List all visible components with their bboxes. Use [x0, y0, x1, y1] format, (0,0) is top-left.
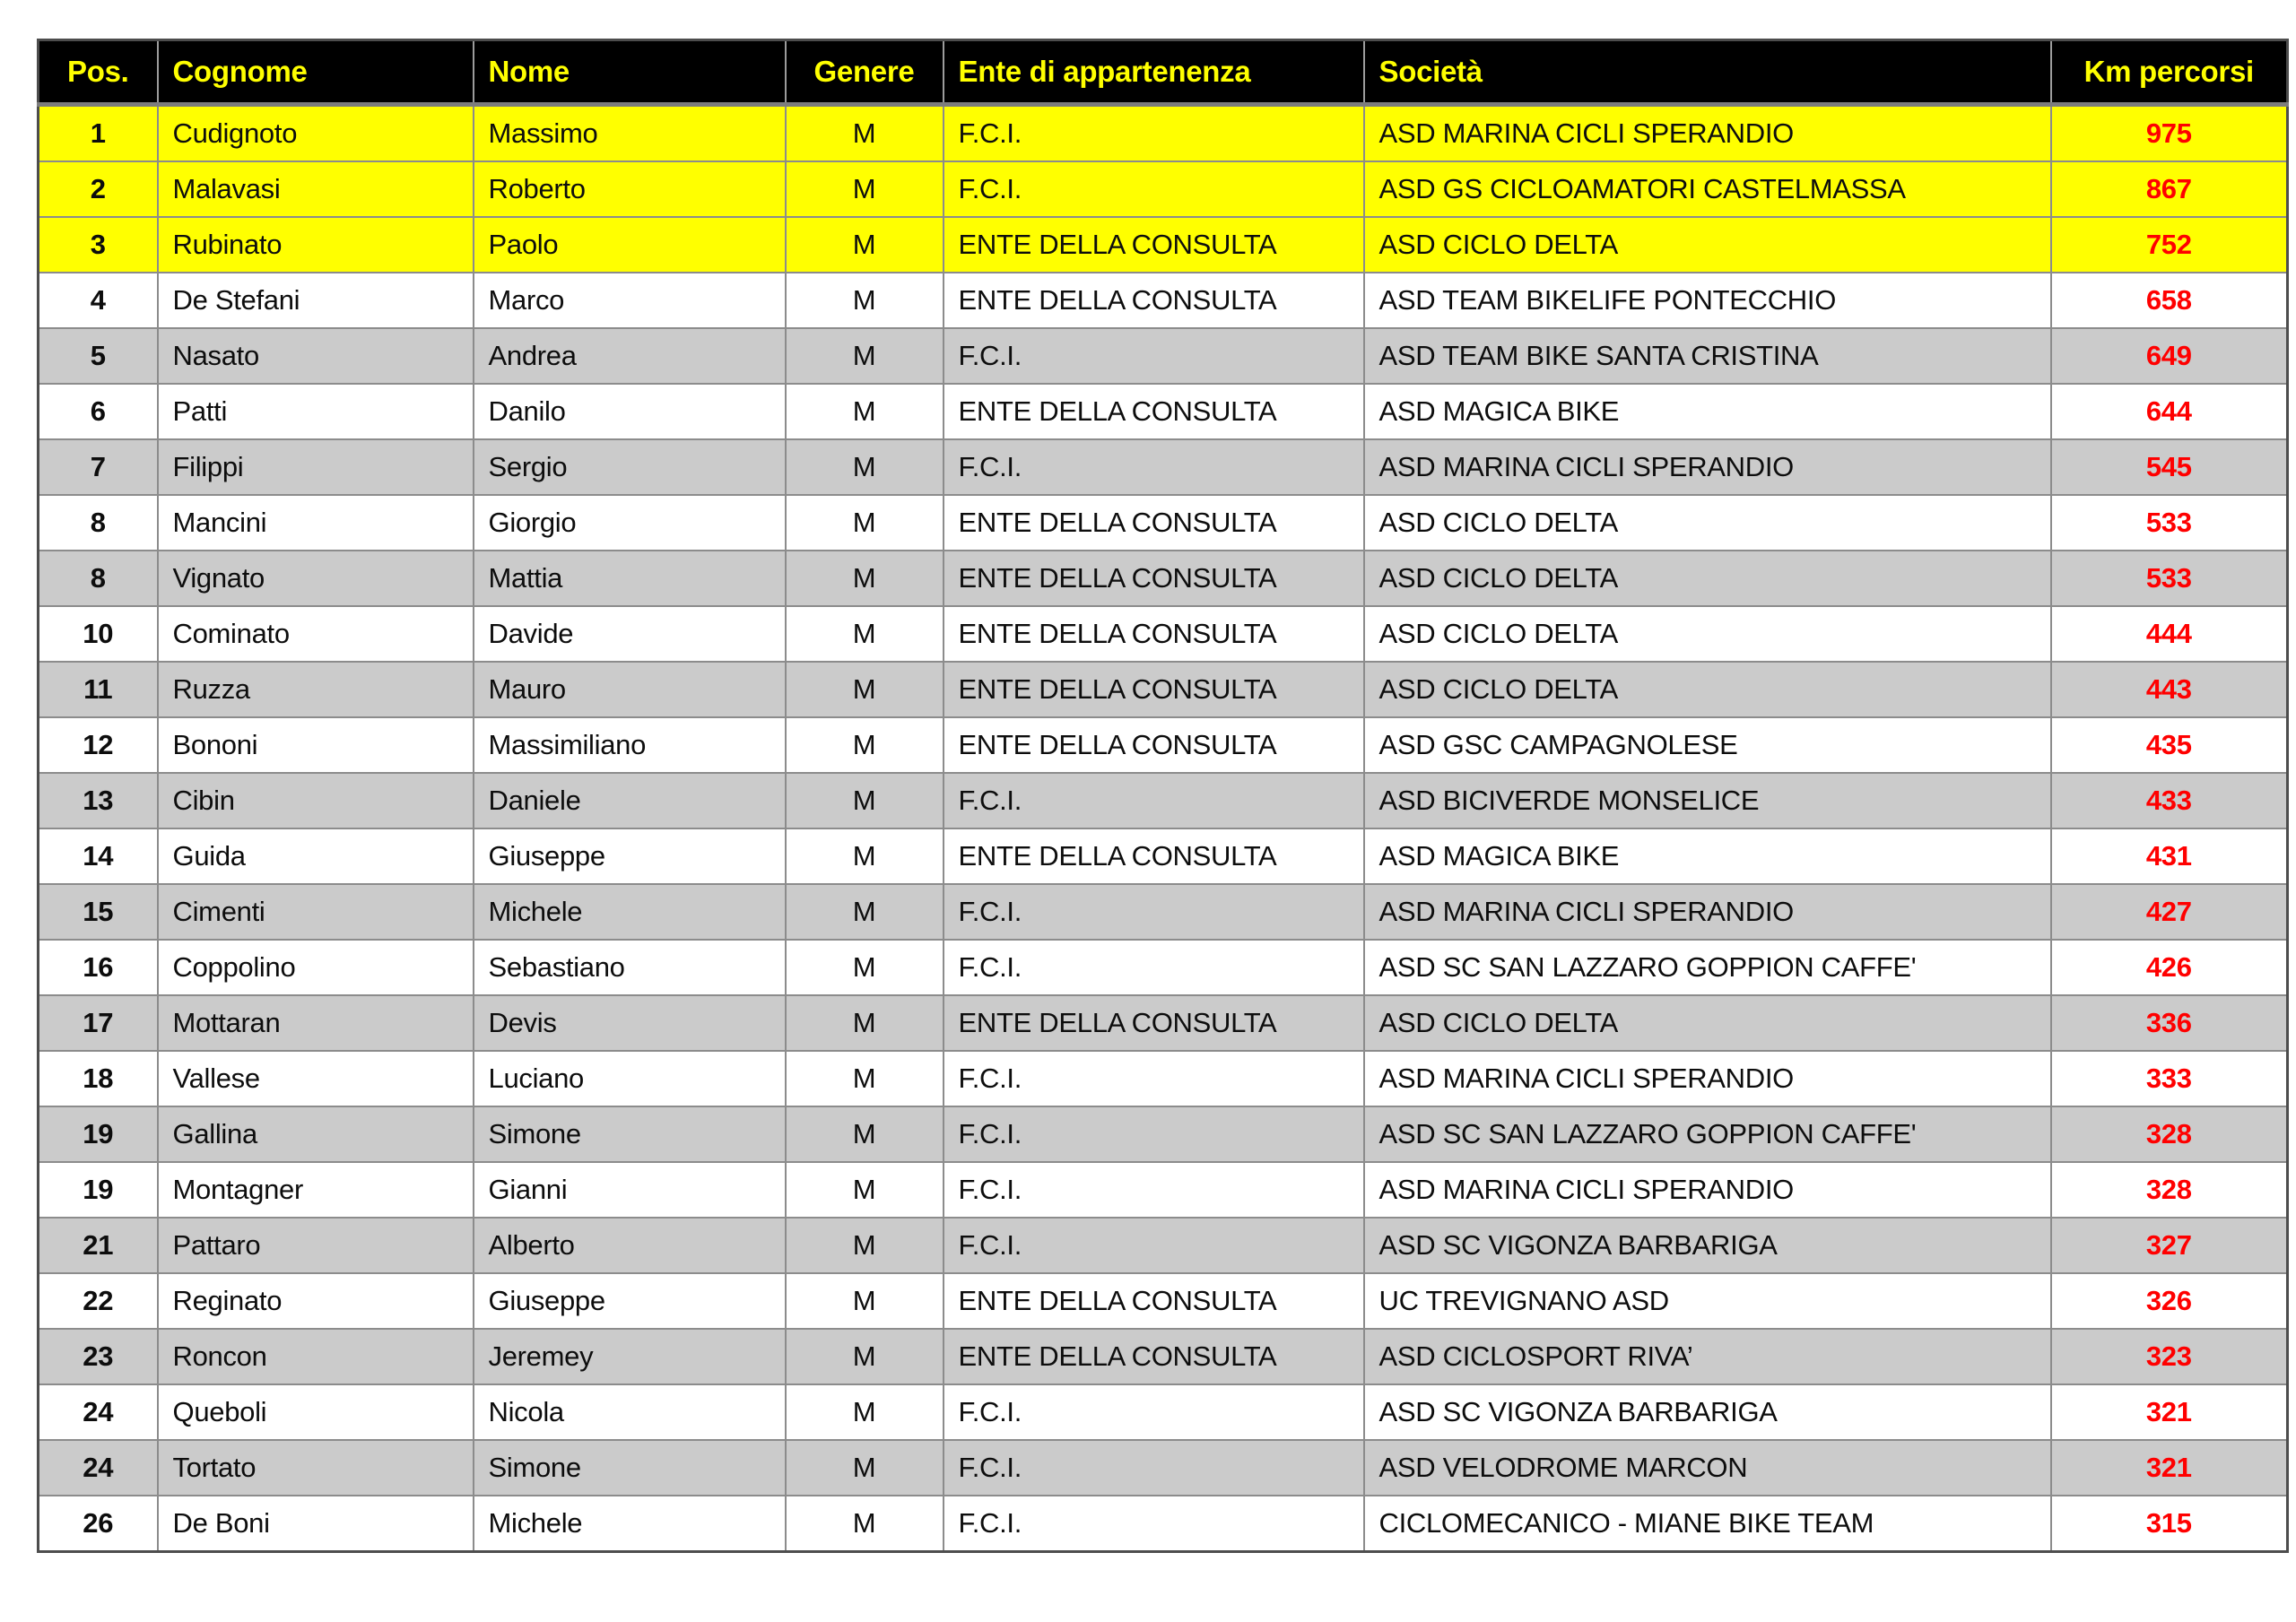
cell-cognome: Pattaro — [158, 1218, 474, 1273]
cell-genere: M — [786, 1051, 944, 1106]
cell-pos: 23 — [39, 1329, 158, 1384]
table-row — [39, 606, 2288, 662]
cell-nome: Gianni — [474, 1162, 786, 1218]
cell-km: 752 — [2051, 217, 2288, 273]
cell-nome: Roberto — [474, 161, 786, 217]
cell-societa: ASD SC SAN LAZZARO GOPPION CAFFE' — [1364, 1106, 2051, 1162]
cell-pos: 8 — [39, 551, 158, 606]
cell-km: 321 — [2051, 1384, 2288, 1440]
cell-genere: M — [786, 1384, 944, 1440]
table-row — [39, 273, 2288, 328]
cell-ente: F.C.I. — [944, 1218, 1364, 1273]
cell-genere: M — [786, 1496, 944, 1552]
cell-pos: 4 — [39, 273, 158, 328]
table-row — [39, 1329, 2288, 1384]
table-body — [39, 105, 2288, 1552]
column-header-nome: Nome — [474, 40, 786, 105]
cell-nome: Nicola — [474, 1384, 786, 1440]
cell-genere: M — [786, 717, 944, 773]
cell-ente: ENTE DELLA CONSULTA — [944, 662, 1364, 717]
column-header-pos: Pos. — [39, 40, 158, 105]
cell-km: 867 — [2051, 161, 2288, 217]
cell-genere: M — [786, 217, 944, 273]
cell-km: 326 — [2051, 1273, 2288, 1329]
cell-nome: Marco — [474, 273, 786, 328]
cell-ente: ENTE DELLA CONSULTA — [944, 273, 1364, 328]
cell-nome: Simone — [474, 1440, 786, 1496]
cell-nome: Andrea — [474, 328, 786, 384]
cell-ente: F.C.I. — [944, 884, 1364, 940]
cell-km: 321 — [2051, 1440, 2288, 1496]
cell-cognome: Coppolino — [158, 940, 474, 995]
cell-cognome: Vallese — [158, 1051, 474, 1106]
cell-km: 533 — [2051, 495, 2288, 551]
cell-ente: F.C.I. — [944, 1440, 1364, 1496]
cell-nome: Daniele — [474, 773, 786, 828]
cell-societa: ASD MAGICA BIKE — [1364, 384, 2051, 439]
column-header-km: Km percorsi — [2051, 40, 2288, 105]
cell-pos: 17 — [39, 995, 158, 1051]
cell-cognome: Bononi — [158, 717, 474, 773]
table-row — [39, 1384, 2288, 1440]
cell-cognome: Nasato — [158, 328, 474, 384]
cell-nome: Devis — [474, 995, 786, 1051]
cell-genere: M — [786, 384, 944, 439]
leaderboard-table — [37, 39, 2289, 1553]
cell-ente: F.C.I. — [944, 328, 1364, 384]
cell-genere: M — [786, 439, 944, 495]
cell-nome: Simone — [474, 1106, 786, 1162]
cell-ente: ENTE DELLA CONSULTA — [944, 828, 1364, 884]
cell-nome: Giuseppe — [474, 828, 786, 884]
cell-nome: Massimo — [474, 105, 786, 162]
cell-ente: F.C.I. — [944, 773, 1364, 828]
cell-ente: ENTE DELLA CONSULTA — [944, 495, 1364, 551]
table-row — [39, 328, 2288, 384]
cell-nome: Giuseppe — [474, 1273, 786, 1329]
cell-km: 435 — [2051, 717, 2288, 773]
cell-societa: CICLOMECANICO - MIANE BIKE TEAM — [1364, 1496, 2051, 1552]
column-header-cognome: Cognome — [158, 40, 474, 105]
cell-societa: ASD CICLO DELTA — [1364, 495, 2051, 551]
cell-km: 545 — [2051, 439, 2288, 495]
cell-km: 328 — [2051, 1106, 2288, 1162]
table-row — [39, 1496, 2288, 1552]
cell-genere: M — [786, 1218, 944, 1273]
cell-societa: ASD SC VIGONZA BARBARIGA — [1364, 1218, 2051, 1273]
cell-societa: ASD BICIVERDE MONSELICE — [1364, 773, 2051, 828]
cell-societa: ASD CICLO DELTA — [1364, 606, 2051, 662]
cell-km: 315 — [2051, 1496, 2288, 1552]
cell-ente: ENTE DELLA CONSULTA — [944, 1329, 1364, 1384]
cell-genere: M — [786, 1106, 944, 1162]
cell-nome: Sergio — [474, 439, 786, 495]
cell-km: 658 — [2051, 273, 2288, 328]
cell-km: 533 — [2051, 551, 2288, 606]
cell-km: 431 — [2051, 828, 2288, 884]
cell-ente: ENTE DELLA CONSULTA — [944, 606, 1364, 662]
table-row — [39, 439, 2288, 495]
cell-societa: ASD VELODROME MARCON — [1364, 1440, 2051, 1496]
table-row — [39, 551, 2288, 606]
table-row — [39, 828, 2288, 884]
cell-ente: ENTE DELLA CONSULTA — [944, 217, 1364, 273]
cell-nome: Mattia — [474, 551, 786, 606]
cell-ente: ENTE DELLA CONSULTA — [944, 384, 1364, 439]
table-row — [39, 1106, 2288, 1162]
cell-pos: 24 — [39, 1440, 158, 1496]
table-row — [39, 662, 2288, 717]
cell-km: 323 — [2051, 1329, 2288, 1384]
table-row — [39, 1162, 2288, 1218]
cell-pos: 21 — [39, 1218, 158, 1273]
cell-ente: F.C.I. — [944, 940, 1364, 995]
cell-genere: M — [786, 328, 944, 384]
cell-ente: F.C.I. — [944, 1106, 1364, 1162]
cell-genere: M — [786, 1440, 944, 1496]
cell-cognome: De Boni — [158, 1496, 474, 1552]
cell-societa: ASD CICLOSPORT RIVA’ — [1364, 1329, 2051, 1384]
cell-cognome: Cudignoto — [158, 105, 474, 162]
table-row — [39, 940, 2288, 995]
cell-pos: 5 — [39, 328, 158, 384]
cell-km: 444 — [2051, 606, 2288, 662]
cell-pos: 18 — [39, 1051, 158, 1106]
cell-genere: M — [786, 1329, 944, 1384]
cell-nome: Mauro — [474, 662, 786, 717]
cell-societa: ASD CICLO DELTA — [1364, 662, 2051, 717]
table-row — [39, 1218, 2288, 1273]
cell-ente: ENTE DELLA CONSULTA — [944, 551, 1364, 606]
cell-ente: F.C.I. — [944, 161, 1364, 217]
table-row — [39, 217, 2288, 273]
cell-nome: Alberto — [474, 1218, 786, 1273]
cell-cognome: Malavasi — [158, 161, 474, 217]
cell-pos: 7 — [39, 439, 158, 495]
cell-pos: 2 — [39, 161, 158, 217]
cell-nome: Luciano — [474, 1051, 786, 1106]
cell-societa: ASD TEAM BIKE SANTA CRISTINA — [1364, 328, 2051, 384]
cell-nome: Sebastiano — [474, 940, 786, 995]
cell-genere: M — [786, 105, 944, 162]
cell-pos: 15 — [39, 884, 158, 940]
cell-cognome: Cimenti — [158, 884, 474, 940]
cell-cognome: Queboli — [158, 1384, 474, 1440]
table-row — [39, 1273, 2288, 1329]
table-row — [39, 495, 2288, 551]
table-row — [39, 105, 2288, 162]
cell-genere: M — [786, 273, 944, 328]
cell-pos: 13 — [39, 773, 158, 828]
cell-pos: 24 — [39, 1384, 158, 1440]
cell-nome: Giorgio — [474, 495, 786, 551]
cell-nome: Danilo — [474, 384, 786, 439]
cell-km: 327 — [2051, 1218, 2288, 1273]
cell-km: 644 — [2051, 384, 2288, 439]
header-row — [39, 40, 2288, 105]
cell-pos: 19 — [39, 1162, 158, 1218]
cell-km: 443 — [2051, 662, 2288, 717]
cell-ente: F.C.I. — [944, 1162, 1364, 1218]
cell-societa: ASD MARINA CICLI SPERANDIO — [1364, 1162, 2051, 1218]
cell-cognome: Ruzza — [158, 662, 474, 717]
cell-genere: M — [786, 161, 944, 217]
cell-societa: ASD MARINA CICLI SPERANDIO — [1364, 1051, 2051, 1106]
cell-societa: ASD MARINA CICLI SPERANDIO — [1364, 439, 2051, 495]
cell-genere: M — [786, 828, 944, 884]
cell-genere: M — [786, 995, 944, 1051]
cell-societa: ASD CICLO DELTA — [1364, 551, 2051, 606]
table-row — [39, 717, 2288, 773]
table-row — [39, 884, 2288, 940]
table-row — [39, 1440, 2288, 1496]
cell-genere: M — [786, 606, 944, 662]
cell-km: 328 — [2051, 1162, 2288, 1218]
cell-pos: 19 — [39, 1106, 158, 1162]
cell-nome: Jeremey — [474, 1329, 786, 1384]
cell-genere: M — [786, 1162, 944, 1218]
cell-cognome: Gallina — [158, 1106, 474, 1162]
cell-cognome: De Stefani — [158, 273, 474, 328]
cell-pos: 3 — [39, 217, 158, 273]
cell-pos: 1 — [39, 105, 158, 162]
cell-societa: ASD CICLO DELTA — [1364, 217, 2051, 273]
cell-pos: 6 — [39, 384, 158, 439]
cell-cognome: Vignato — [158, 551, 474, 606]
cell-genere: M — [786, 1273, 944, 1329]
cell-ente: ENTE DELLA CONSULTA — [944, 717, 1364, 773]
cell-societa: ASD MAGICA BIKE — [1364, 828, 2051, 884]
cell-cognome: Cominato — [158, 606, 474, 662]
cell-pos: 8 — [39, 495, 158, 551]
cell-societa: ASD MARINA CICLI SPERANDIO — [1364, 105, 2051, 162]
cell-ente: ENTE DELLA CONSULTA — [944, 1273, 1364, 1329]
cell-genere: M — [786, 773, 944, 828]
cell-ente: F.C.I. — [944, 1051, 1364, 1106]
cell-genere: M — [786, 551, 944, 606]
cell-km: 649 — [2051, 328, 2288, 384]
cell-ente: ENTE DELLA CONSULTA — [944, 995, 1364, 1051]
cell-cognome: Mancini — [158, 495, 474, 551]
cell-nome: Massimiliano — [474, 717, 786, 773]
cell-cognome: Tortato — [158, 1440, 474, 1496]
cell-cognome: Guida — [158, 828, 474, 884]
cell-genere: M — [786, 884, 944, 940]
table-row — [39, 1051, 2288, 1106]
cell-km: 975 — [2051, 105, 2288, 162]
cell-cognome: Montagner — [158, 1162, 474, 1218]
cell-km: 427 — [2051, 884, 2288, 940]
cell-pos: 10 — [39, 606, 158, 662]
column-header-societa: Società — [1364, 40, 2051, 105]
cell-genere: M — [786, 662, 944, 717]
cell-cognome: Patti — [158, 384, 474, 439]
cell-societa: ASD CICLO DELTA — [1364, 995, 2051, 1051]
cell-km: 433 — [2051, 773, 2288, 828]
cell-pos: 11 — [39, 662, 158, 717]
table-row — [39, 773, 2288, 828]
cell-ente: F.C.I. — [944, 439, 1364, 495]
cell-cognome: Cibin — [158, 773, 474, 828]
cell-km: 333 — [2051, 1051, 2288, 1106]
cell-pos: 14 — [39, 828, 158, 884]
cell-societa: ASD TEAM BIKELIFE PONTECCHIO — [1364, 273, 2051, 328]
cell-cognome: Roncon — [158, 1329, 474, 1384]
cell-pos: 12 — [39, 717, 158, 773]
cell-ente: F.C.I. — [944, 1496, 1364, 1552]
cell-pos: 16 — [39, 940, 158, 995]
cell-societa: ASD SC SAN LAZZARO GOPPION CAFFE' — [1364, 940, 2051, 995]
cell-nome: Michele — [474, 884, 786, 940]
cell-nome: Davide — [474, 606, 786, 662]
cell-km: 426 — [2051, 940, 2288, 995]
cell-societa: ASD MARINA CICLI SPERANDIO — [1364, 884, 2051, 940]
cell-km: 336 — [2051, 995, 2288, 1051]
cell-cognome: Reginato — [158, 1273, 474, 1329]
cell-pos: 22 — [39, 1273, 158, 1329]
cell-nome: Paolo — [474, 217, 786, 273]
cell-pos: 26 — [39, 1496, 158, 1552]
cell-genere: M — [786, 495, 944, 551]
cell-societa: UC TREVIGNANO ASD — [1364, 1273, 2051, 1329]
cell-societa: ASD GS CICLOAMATORI CASTELMASSA — [1364, 161, 2051, 217]
table-row — [39, 384, 2288, 439]
column-header-genere: Genere — [786, 40, 944, 105]
table-row — [39, 995, 2288, 1051]
cell-ente: F.C.I. — [944, 1384, 1364, 1440]
table-row — [39, 161, 2288, 217]
cell-cognome: Filippi — [158, 439, 474, 495]
cell-genere: M — [786, 940, 944, 995]
cell-ente: F.C.I. — [944, 105, 1364, 162]
column-header-ente: Ente di appartenenza — [944, 40, 1364, 105]
cell-cognome: Rubinato — [158, 217, 474, 273]
cell-societa: ASD SC VIGONZA BARBARIGA — [1364, 1384, 2051, 1440]
cell-cognome: Mottaran — [158, 995, 474, 1051]
cell-societa: ASD GSC CAMPAGNOLESE — [1364, 717, 2051, 773]
cell-nome: Michele — [474, 1496, 786, 1552]
